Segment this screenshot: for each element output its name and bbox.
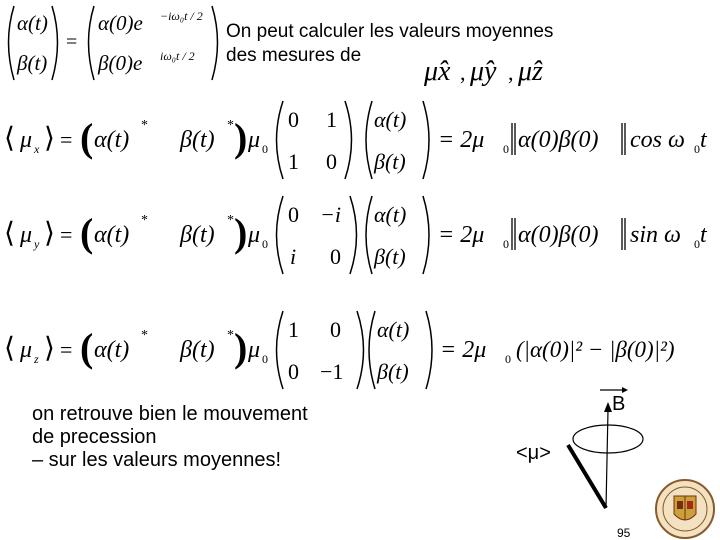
row-open-paren: ( bbox=[80, 115, 94, 160]
row-beta-star: * bbox=[227, 213, 234, 228]
mu-average-label: <μ> bbox=[516, 442, 551, 464]
result-trig-tail: t bbox=[700, 127, 707, 153]
lhs-sub: x bbox=[34, 142, 40, 156]
comma-2: , bbox=[508, 60, 514, 85]
m11: 1 bbox=[288, 317, 299, 342]
lhs-sub: y bbox=[34, 237, 40, 251]
col-beta: β(t) bbox=[374, 244, 406, 269]
intro-line-2: des mesures de bbox=[226, 45, 362, 66]
m22: 0 bbox=[326, 149, 337, 174]
row-open-paren: ( bbox=[80, 210, 94, 255]
row-alpha: α(t) bbox=[94, 127, 130, 153]
conclusion-line-2: de precession bbox=[32, 426, 157, 448]
row-alpha: α(t) bbox=[94, 337, 130, 363]
university-seal-logo bbox=[654, 478, 716, 540]
rhs-left-paren bbox=[89, 6, 95, 80]
row-close-paren: ) bbox=[234, 115, 248, 160]
matrix-left-paren bbox=[277, 311, 284, 389]
equals-1: = bbox=[60, 127, 73, 152]
result-mu0-sub: 0 bbox=[503, 142, 509, 156]
rhs-right-paren bbox=[212, 6, 218, 80]
lhs-left-paren bbox=[9, 6, 15, 80]
matrix-right-paren bbox=[357, 311, 364, 389]
matrix-left-paren bbox=[277, 101, 284, 179]
lhs-mu: μ bbox=[20, 337, 33, 363]
row-open-paren: ( bbox=[80, 325, 94, 370]
mu0-sub: 0 bbox=[262, 142, 268, 156]
left-angle: ⟨ bbox=[4, 123, 15, 154]
result-trig: cos ω bbox=[630, 127, 685, 153]
right-angle: ⟩ bbox=[44, 123, 55, 154]
operator-mu-x: μ̂x bbox=[424, 56, 451, 87]
m12: −i bbox=[320, 202, 341, 227]
row-alpha-star: * bbox=[141, 118, 148, 133]
col-left-paren bbox=[366, 196, 372, 274]
result-body: (|α(0)|² − |β(0)|²) bbox=[516, 337, 675, 362]
col-alpha: α(t) bbox=[374, 107, 407, 132]
mu-vector bbox=[568, 445, 606, 508]
result-mu0-sub: 0 bbox=[505, 352, 511, 366]
col-alpha: α(t) bbox=[377, 317, 410, 342]
left-angle: ⟨ bbox=[4, 333, 15, 364]
lhs-sub: z bbox=[34, 352, 39, 366]
mu0: μ bbox=[248, 127, 261, 153]
col-beta: β(t) bbox=[377, 359, 409, 384]
m12: 1 bbox=[326, 107, 337, 132]
row-close-paren: ) bbox=[234, 325, 248, 370]
lhs-mu: μ bbox=[20, 222, 33, 248]
operators-list bbox=[420, 44, 580, 92]
result-trig: sin ω bbox=[630, 222, 681, 248]
m21: 1 bbox=[288, 149, 299, 174]
intro-line-1: On peut calculer les valeurs moyennes bbox=[226, 21, 554, 42]
col-right-paren bbox=[423, 196, 429, 274]
page-number: 95 bbox=[617, 526, 631, 540]
omega-sub: 0 bbox=[694, 142, 700, 156]
row-beta-star: * bbox=[227, 328, 234, 343]
result-coef: = 2μ bbox=[440, 337, 487, 363]
b-axis-arrowhead bbox=[604, 402, 612, 412]
operator-mu-z: μ̂z bbox=[518, 56, 543, 87]
rhs-top-exp: −iω₀t / 2 bbox=[160, 9, 203, 23]
rhs-top: α(0)e bbox=[98, 11, 143, 35]
row-alpha-star: * bbox=[141, 213, 148, 228]
row-beta: β(t) bbox=[180, 127, 215, 153]
omega-sub: 0 bbox=[694, 237, 700, 251]
col-left-paren bbox=[366, 101, 372, 179]
lhs-right-paren bbox=[52, 6, 58, 80]
row-alpha: α(t) bbox=[94, 222, 130, 248]
left-angle: ⟨ bbox=[4, 218, 15, 249]
row-alpha-star: * bbox=[141, 328, 148, 343]
m21: 0 bbox=[288, 359, 299, 384]
row-close-paren: ) bbox=[234, 210, 248, 255]
m11: 0 bbox=[288, 107, 299, 132]
conclusion-line-3: – sur les valeurs moyennes! bbox=[32, 449, 282, 471]
row-beta: β(t) bbox=[180, 222, 215, 248]
equals-sign: = bbox=[66, 31, 78, 53]
matrix-right-paren bbox=[350, 196, 357, 274]
equation-mu-x bbox=[0, 95, 720, 185]
result-trig-tail: t bbox=[700, 222, 707, 248]
m21: i bbox=[290, 244, 297, 269]
equals-1: = bbox=[60, 337, 73, 362]
mu0-sub: 0 bbox=[262, 237, 268, 251]
result-mu0-sub: 0 bbox=[503, 237, 509, 251]
row-beta-star: * bbox=[227, 118, 234, 133]
rhs-bottom: β(0)e bbox=[98, 51, 143, 75]
mu0: μ bbox=[248, 222, 261, 248]
m22: −1 bbox=[320, 359, 344, 384]
right-angle: ⟩ bbox=[44, 218, 55, 249]
result-body: α(0)β(0) bbox=[518, 127, 599, 153]
result-coef: = 2μ bbox=[438, 222, 485, 248]
equation-mu-y bbox=[0, 190, 720, 280]
col-alpha: α(t) bbox=[374, 202, 407, 227]
row-beta: β(t) bbox=[180, 337, 215, 363]
lhs-beta: β(t) bbox=[17, 51, 48, 75]
state-equation bbox=[0, 0, 225, 88]
matrix-left-paren bbox=[277, 196, 284, 274]
conclusion-text bbox=[32, 403, 308, 472]
col-left-paren bbox=[369, 311, 375, 389]
m11: 0 bbox=[288, 202, 299, 227]
col-right-paren bbox=[423, 101, 429, 179]
lhs-alpha: α(t) bbox=[17, 11, 48, 35]
mu0-sub: 0 bbox=[262, 352, 268, 366]
col-right-paren bbox=[426, 311, 432, 389]
comma-1: , bbox=[460, 60, 466, 85]
mu0: μ bbox=[248, 337, 261, 363]
right-angle: ⟩ bbox=[44, 333, 55, 364]
col-beta: β(t) bbox=[374, 149, 406, 174]
conclusion-line-1: on retrouve bien le mouvement bbox=[32, 403, 308, 425]
m12: 0 bbox=[330, 317, 341, 342]
operator-mu-y: μ̂y bbox=[470, 56, 497, 87]
equals-1: = bbox=[60, 222, 73, 247]
b-field-label: B bbox=[612, 393, 626, 415]
matrix-right-paren bbox=[345, 101, 352, 179]
result-body: α(0)β(0) bbox=[518, 222, 599, 248]
rhs-bottom-exp: iω₀t / 2 bbox=[160, 49, 195, 63]
result-coef: = 2μ bbox=[438, 127, 485, 153]
lhs-mu: μ bbox=[20, 127, 33, 153]
m22: 0 bbox=[330, 244, 341, 269]
